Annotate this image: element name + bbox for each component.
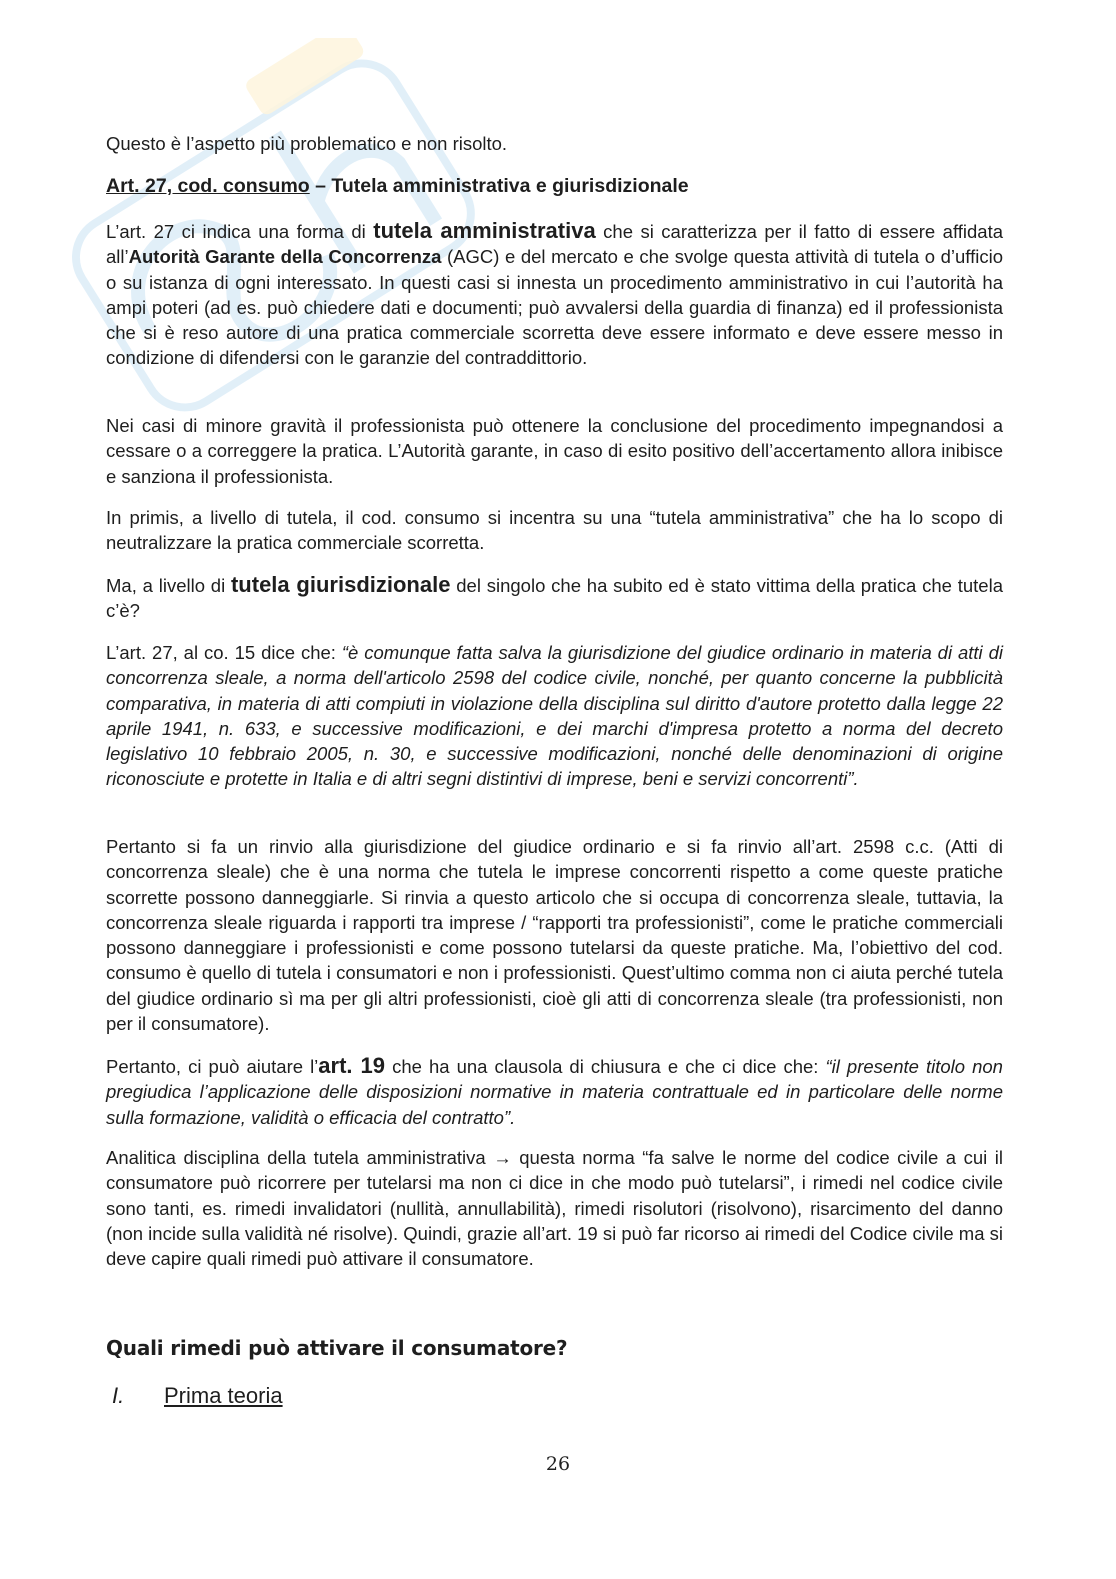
- text-run: del singolo che ha subito ed è stato vittima della pratica che tutela c’è?: [106, 575, 1003, 622]
- numbered-list-item: [106, 1383, 283, 1409]
- emphasis-text-run: tutela giurisdizionale: [230, 572, 451, 597]
- text-run: che si caratterizza per il fatto di essere affidata all’: [106, 221, 1004, 268]
- paragraph: [106, 413, 1003, 489]
- text-run: (AGC) e del mercato e che svolge questa attività di tutela o d’ufficio o su istanza di ogni interessato. In questi casi si innesta un procedimento amministrativo in cui l’autorità ha ampi poteri (ad es. può chiedere dati e documenti; può avvalersi della guardia di finanza) ed il professionista che si è reso autore di una pratica commerciale scorretta deve essere informato e deve essere messo in condizione di difendersi con le garanzie del contraddittorio.: [106, 246, 1003, 369]
- list-item-label: Prima teoria: [164, 1383, 283, 1408]
- quoted-text-run: “il presente titolo non pregiudica l’applicazione delle disposizioni normative in materia contrattuale ed in particolare delle norme sulla formazione, validità o efficacia del contratto”.: [106, 1056, 1003, 1128]
- page-number: 26: [545, 1453, 571, 1475]
- paragraph: [106, 1053, 1003, 1130]
- quoted-text-run: “è comunque fatta salva la giurisdizione del giudice ordinario in materia di atti di concorrenza sleale, a norma dell'articolo 2598 del codice civile, nonché, per quanto concerne la pubblicità comparativa, in materia di atti compiuti in violazione della disciplina sul diritto d'autore protetto dalla legge 22 aprile 1941, n. 633, e successive modificazioni, e dei marchi d'impresa protetto a norma del decreto legislativo 10 febbraio 2005, n. 30, e successive modificazioni, nonché delle denominazioni di origine riconosciute e protette in Italia e di altri segni distintivi di imprese, beni e servizi concorrenti”.: [106, 642, 1003, 790]
- text-run: Analitica disciplina della tutela amministrativa: [106, 1147, 494, 1168]
- emphasis-text-run: tutela amministrativa: [373, 218, 596, 243]
- bold-text-run: Autorità Garante della Concorrenza: [128, 246, 442, 268]
- intro-sentence: Questo è l’aspetto più problematico e non risolto.: [106, 133, 508, 154]
- text-run: Pertanto, ci può aiutare l’: [106, 1056, 319, 1077]
- arrow-icon: →: [493, 1147, 512, 1168]
- text-run: L’art. 27, al co. 15 dice che:: [106, 642, 342, 663]
- paragraph: [106, 572, 1003, 624]
- text-run: In primis, a livello di tutela, il cod. consumo si incentra su una “tutela amministrativa” che ha lo scopo di neutralizzare la pratica commerciale scorretta.: [106, 507, 1003, 554]
- section-heading: Quali rimedi può attivare il consumatore?: [106, 1336, 568, 1360]
- art27-heading-underlined: Art. 27, cod. consumo: [106, 175, 310, 197]
- art27-heading: [106, 174, 1003, 199]
- paragraph: [106, 834, 1003, 1036]
- paragraph: [106, 640, 1003, 792]
- text-run: Ma, a livello di: [106, 575, 231, 596]
- text-run: Pertanto si fa un rinvio alla giurisdizione del giudice ordinario e si fa rinvio all’art. 2598 c.c. (Atti di concorrenza sleale) che è una norma che tutela le imprese concorrenti rispetto a come queste pratiche scorrette possono danneggiarle. Si rinvia a questo articolo che si occupa di concorrenza sleale, tuttavia, la concorrenza sleale riguarda i rapporti tra imprese / “rapporti tra professionisti”, come le pratiche commerciali possono danneggiare i professionisti e come possono tutelarsi da queste pratiche. Ma, l’obiettivo del cod. consumo è quello di tutela i consumatori e non i professionisti. Quest’ultimo comma non ci aiuta perché tutela del giudice ordinario sì ma per gli altri professionisti, cioè gli atti di concorrenza sleale (tra professionisti, non per il consumatore).: [106, 836, 1003, 1035]
- text-run: L’art. 27 ci indica una forma di: [106, 221, 374, 242]
- text-run: questa norma “fa salve le norme del codice civile a cui il consumatore può ricorrere per tutelarsi ma non ci dice in che modo può tutelarsi”, i rimedi nel codice civile sono tanti, es. rimedi invalidatori (nullità, annullabilità), rimedi risolutori (risolvono), risarcimento del danno (non incide sulla validità né risolve). Quindi, grazie all’art. 19 si può far ricorso ai rimedi del Codice civile ma si deve capire quali rimedi può attivare il consumatore.: [106, 1147, 1004, 1270]
- art27-heading-title: – Tutela amministrativa e giurisdizionale: [309, 175, 689, 197]
- emphasis-text-run: art. 19: [318, 1053, 386, 1078]
- list-item-number: I.: [112, 1383, 125, 1408]
- text-run: Nei casi di minore gravità il professionista può ottenere la conclusione del procedimento impegnandosi a cessare o a correggere la pratica. L’Autorità garante, in caso di esito positivo dell’accertamento allora inibisce e sanziona il professionista.: [106, 415, 1003, 487]
- paragraph: [106, 1145, 1003, 1271]
- paragraph: [106, 218, 1003, 371]
- paragraph: [106, 505, 1003, 556]
- text-run: che ha una clausola di chiusura e che ci dice che:: [385, 1056, 826, 1077]
